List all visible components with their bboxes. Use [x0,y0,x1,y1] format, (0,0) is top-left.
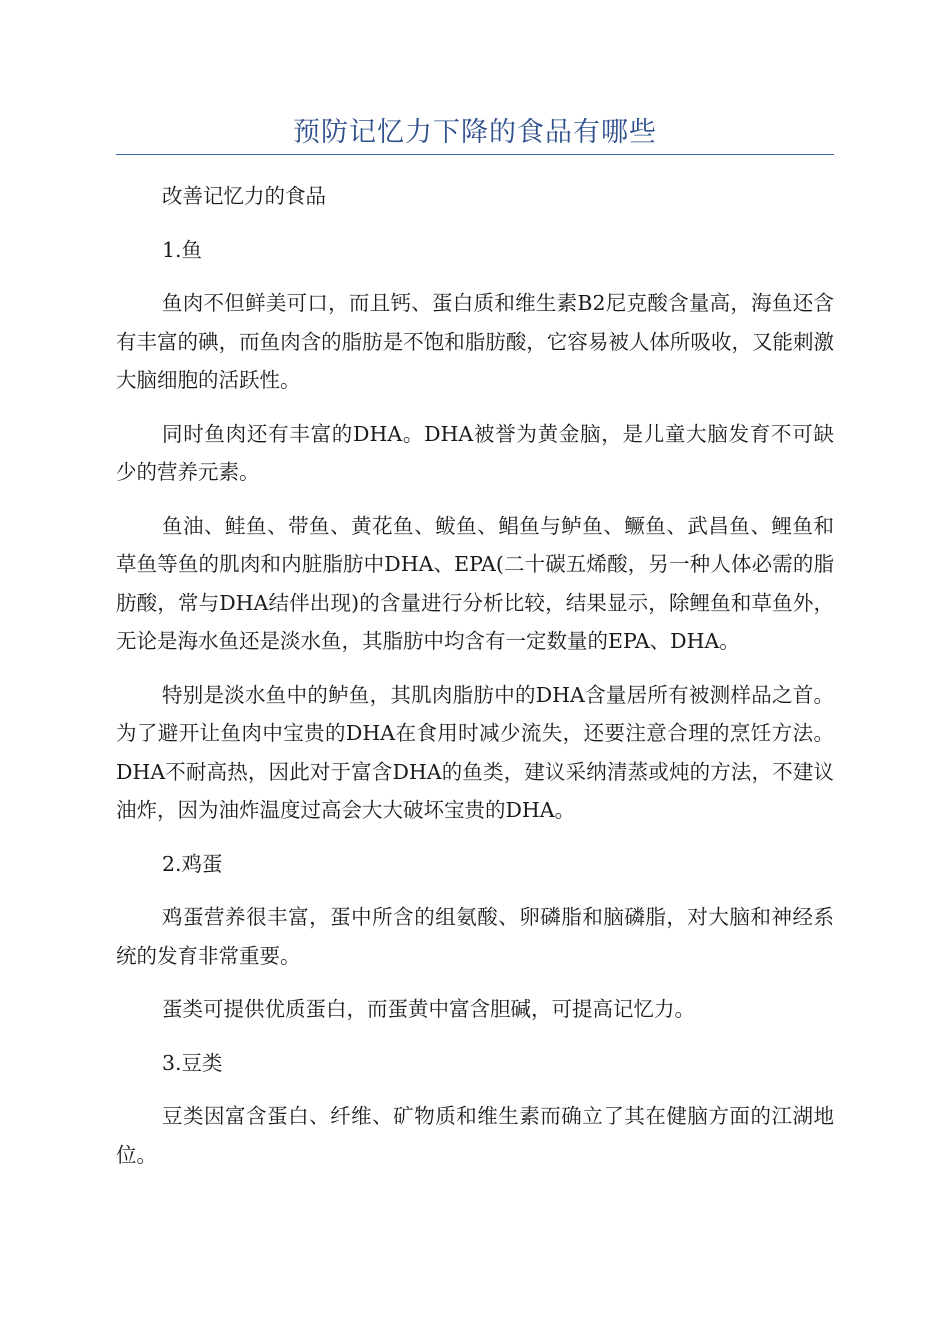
paragraph-fish-nutrition: 鱼肉不但鲜美可口，而且钙、蛋白质和维生素B2尼克酸含量高，海鱼还含有丰富的碘，而鱼肉含的脂肪是不饱和脂肪酸，它容易被人体所吸收，又能刺激大脑细胞的活跃性。 [116,291,834,392]
document-title: 预防记忆力下降的食品有哪些 [293,117,657,148]
document-body [116,177,834,1174]
paragraph-beans: 豆类因富含蛋白、纤维、矿物质和维生素而确立了其在健脑方面的江湖地位。 [116,1104,834,1167]
section-heading-fish: 1.鱼 [162,237,203,262]
paragraph-fish-analysis: 鱼油、鲑鱼、带鱼、黄花鱼、鲅鱼、鲳鱼与鲈鱼、鳜鱼、武昌鱼、鲤鱼和草鱼等鱼的肌肉和内脏脂肪中DHA、EPA(二十碳五烯酸，另一种人体必需的脂肪酸，常与DHA结伴出现)的含量进行分析比较，结果显示，除鲤鱼和草鱼外，无论是海水鱼还是淡水鱼，其脂肪中均含有一定数量的EPA、DHA。 [116,513,834,653]
paragraph-eggs-protein: 蛋类可提供优质蛋白，而蛋黄中富含胆碱，可提高记忆力。 [162,997,695,1021]
paragraph-eggs-nutrition: 鸡蛋营养很丰富，蛋中所含的组氨酸、卵磷脂和脑磷脂，对大脑和神经系统的发育非常重要。 [116,905,834,968]
title-underline [116,154,834,155]
section-heading-beans: 3.豆类 [162,1050,223,1075]
paragraph-fish-cooking: 特别是淡水鱼中的鲈鱼，其肌肉脂肪中的DHA含量居所有被测样品之首。为了避开让鱼肉中宝贵的DHA在食用时减少流失，还要注意合理的烹饪方法。DHA不耐高热，因此对于富含DHA的鱼类，建议采纳清蒸或炖的方法，不建议油炸，因为油炸温度过高会大大破坏宝贵的DHA。 [116,682,834,822]
paragraph-fish-dha: 同时鱼肉还有丰富的DHA。DHA被誉为黄金脑，是儿童大脑发育不可缺少的营养元素。 [116,421,834,484]
section-heading-eggs: 2.鸡蛋 [162,851,223,876]
document-page [116,0,834,1189]
paragraph-intro: 改善记忆力的食品 [162,184,326,208]
